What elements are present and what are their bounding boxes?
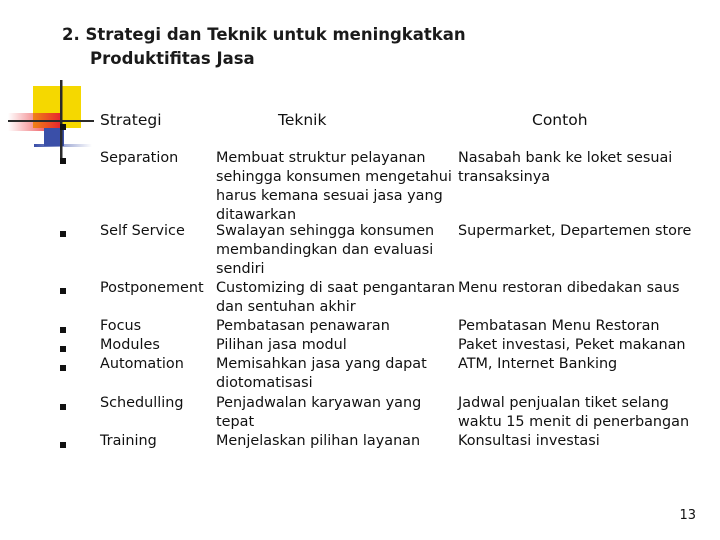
header-teknik: Teknik — [278, 111, 327, 129]
deco-red-bar — [8, 113, 60, 131]
row-strategi: Modules — [100, 337, 160, 353]
header-strategi: Strategi — [100, 111, 162, 129]
corner-decoration-graphic — [0, 80, 100, 160]
row-teknik: Customizing di saat pengantaran dan sentuhan akhir — [216, 280, 456, 315]
row-teknik: Menjelaskan pilihan layanan — [216, 433, 421, 449]
bullet-icon — [60, 365, 66, 371]
row-teknik: Pilihan jasa modul — [216, 337, 347, 353]
bullet-icon — [60, 231, 66, 237]
row-contoh: ATM, Internet Banking — [458, 356, 618, 372]
slide-title — [62, 23, 466, 71]
row-teknik: Swalayan sehingga konsumen membandingkan dan evaluasi sendiri — [216, 223, 435, 277]
bullet-icon — [60, 404, 66, 410]
slide-title-line-1: 2. Strategi dan Teknik untuk meningkatkan — [62, 25, 466, 44]
slide-title-line-2: Produktifitas Jasa — [90, 49, 255, 68]
row-strategi: Training — [100, 433, 157, 449]
deco-yellow-square — [33, 86, 81, 128]
deco-horizontal-line — [8, 120, 94, 122]
bullet-icon — [60, 124, 66, 130]
page-number: 13 — [679, 508, 696, 523]
deco-blue-line — [34, 144, 92, 147]
row-contoh: Konsultasi investasi — [458, 433, 600, 449]
row-strategi: Focus — [100, 318, 142, 334]
deco-vertical-line — [60, 80, 63, 158]
deco-blue-square — [44, 128, 64, 146]
row-teknik: Pembatasan penawaran — [216, 318, 390, 334]
row-strategi: Automation — [100, 356, 184, 372]
row-contoh: Nasabah bank ke loket sesuai transaksinya — [458, 150, 673, 185]
row-strategi: Postponement — [100, 280, 204, 296]
row-strategi: Schedulling — [100, 395, 184, 411]
row-contoh: Paket investasi, Peket makanan — [458, 337, 686, 353]
bullet-icon — [60, 327, 66, 333]
row-contoh: Menu restoran dibedakan saus — [458, 280, 680, 296]
bullet-icon — [60, 288, 66, 294]
row-contoh: Pembatasan Menu Restoran — [458, 318, 660, 334]
row-strategi: Separation — [100, 150, 179, 166]
bullet-icon — [60, 346, 66, 352]
row-teknik: Memisahkan jasa yang dapat diotomatisasi — [216, 356, 427, 391]
row-teknik: Membuat struktur pelayanan sehingga konsumen mengetahui harus kemana sesuai jasa yang ditawarkan — [216, 150, 452, 223]
row-teknik: Penjadwalan karyawan yang tepat — [216, 395, 422, 430]
row-strategi: Self Service — [100, 223, 185, 239]
bullet-icon — [60, 158, 66, 164]
row-contoh: Jadwal penjualan tiket selang waktu 15 menit di penerbangan — [458, 395, 690, 430]
header-contoh: Contoh — [532, 111, 588, 129]
row-contoh: Supermarket, Departemen store — [458, 223, 692, 239]
bullet-icon — [60, 442, 66, 448]
